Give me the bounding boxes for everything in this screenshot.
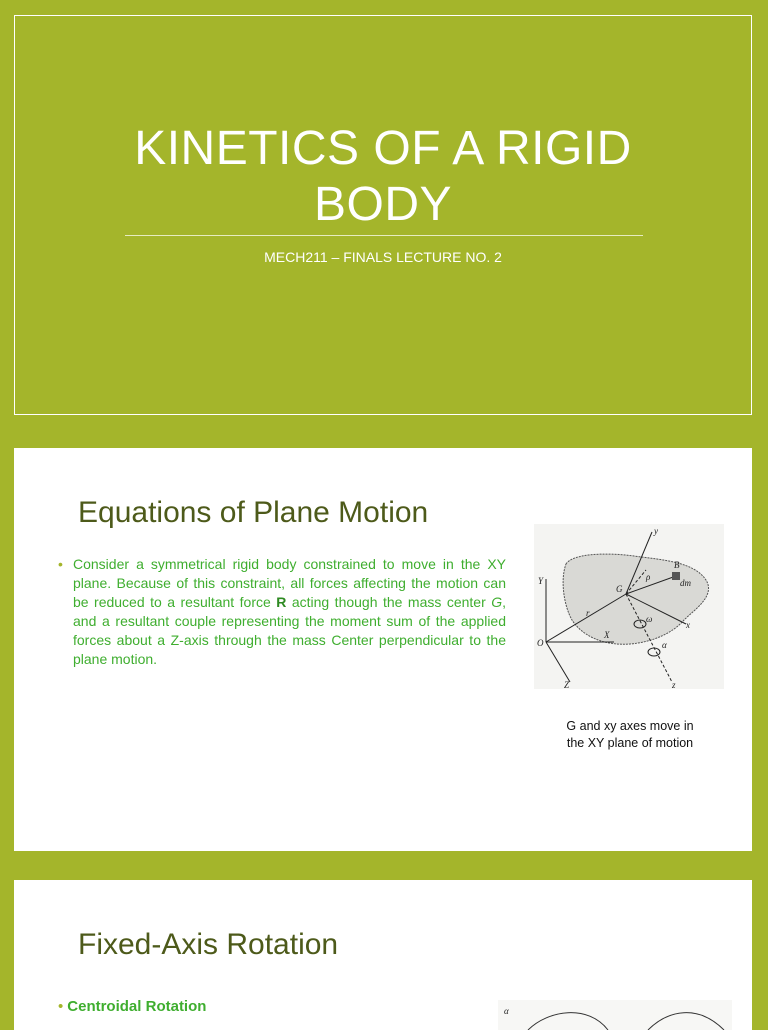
figure-label-Y: Y	[538, 576, 544, 586]
figure-label-Z: Z	[564, 680, 570, 689]
figure-label-r: r	[586, 608, 590, 618]
rigid-body-figure	[534, 524, 724, 689]
figure-label-z: z	[672, 680, 676, 689]
bullet-text-part: Consider a symmetrical rigid body constrained to move in the XY plane. Because of this constraint, all forces affecting the motion can be reduced to a resultant force	[73, 556, 506, 610]
bullet-bold-symbol: R	[276, 594, 287, 610]
title-line-2: BODY	[313, 178, 453, 231]
slide-subtitle: MECH211 – FINALS LECTURE NO. 2	[264, 249, 502, 265]
title-divider	[125, 235, 643, 236]
figure-label-omega: ω	[646, 614, 653, 624]
bullet-dot-icon: •	[58, 556, 63, 572]
bullet-dot-icon: •	[58, 998, 64, 1015]
bullet-text-part: acting though the mass center	[286, 594, 492, 610]
caption-line-2: the XY plane of motion	[566, 736, 694, 750]
slide-heading: Fixed-Axis Rotation	[78, 928, 339, 961]
figure-label-X: X	[604, 630, 610, 640]
slide-heading: Equations of Plane Motion	[78, 496, 429, 529]
caption-line-1: G and xy axes move in	[566, 719, 694, 733]
plane-motion-slide	[14, 448, 752, 851]
rotation-figure	[498, 1000, 732, 1030]
figure-label-x: x	[686, 620, 690, 630]
figure-label-y: y	[654, 526, 658, 536]
bullet-text-part: , and a resultant couple representing the moment sum of the applied forces about a Z-axis through the mass Center perpendicular to the plane motion.	[73, 594, 506, 667]
fixed-axis-slide	[14, 880, 752, 1030]
figure-label-dm: dm	[680, 578, 691, 588]
figure-caption	[544, 718, 716, 752]
title-line-1: KINETICS OF A RIGID	[134, 122, 632, 175]
figure-label-B: B	[674, 560, 680, 570]
bullet-label: Centroidal Rotation	[67, 998, 207, 1015]
bullet-paragraph	[58, 555, 506, 669]
figure-label-alpha: α	[504, 1006, 509, 1016]
figure-label-O: O	[537, 638, 544, 648]
slide-title	[15, 121, 751, 233]
figure-label-rho: ρ	[646, 572, 651, 582]
figure-label-G: G	[616, 584, 623, 594]
figure-label-alpha: α	[662, 640, 667, 650]
bullet-item	[58, 998, 206, 1015]
bullet-italic-symbol: G	[491, 594, 503, 610]
title-slide	[14, 15, 752, 415]
